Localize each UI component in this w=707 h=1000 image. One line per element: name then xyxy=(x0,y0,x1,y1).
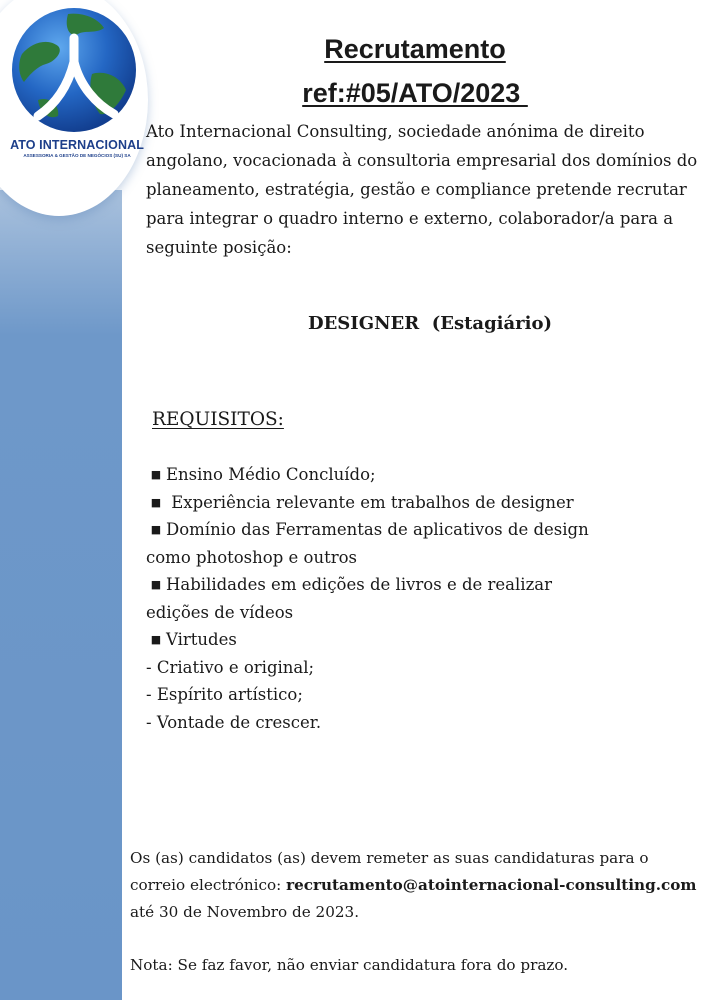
requirement-text: Virtudes xyxy=(166,630,237,649)
virtue-item: - Espírito artístico; xyxy=(146,685,303,704)
logo-wordmark xyxy=(8,138,146,158)
logo-company-name: ATO INTERNACIONAL xyxy=(10,138,144,152)
deadline-note: Nota: Se faz favor, não enviar candidatura fora do prazo. xyxy=(130,956,569,974)
logo-tagline: ASSESSORIA & GESTÃO DE NEGÓCIOS (SU) SA xyxy=(23,153,131,158)
contact-email: recrutamento@atointernacional-consulting.com xyxy=(286,876,697,894)
list-item xyxy=(146,489,616,517)
list-item xyxy=(146,461,616,489)
list-item xyxy=(146,516,616,571)
list-item xyxy=(146,626,616,654)
bullet-square-icon: ■ xyxy=(150,523,162,536)
requirement-text: Experiência relevante em trabalhos de designer xyxy=(166,492,574,512)
position-title: DESIGNER (Estagiário) xyxy=(307,313,553,334)
requirement-text: Domínio das Ferramentas de aplicativos de design como photoshop e outros xyxy=(146,520,589,567)
virtue-item: - Criativo e original; xyxy=(146,657,315,677)
requirement-text: Ensino Médio Concluído; xyxy=(166,465,376,484)
side-color-band xyxy=(0,190,122,1000)
list-item xyxy=(146,571,616,626)
deadline-text: até 30 de Novembro de 2023. xyxy=(130,903,360,921)
bullet-square-icon: ■ xyxy=(150,633,162,646)
bullet-square-icon: ■ xyxy=(150,495,162,509)
instructions-text: Os (as) candidatos (as) devem remeter as suas candidaturas para o correio electrónico: xyxy=(130,849,649,894)
requirements-heading: REQUISITOS: xyxy=(152,409,284,430)
requirements-list xyxy=(146,461,616,736)
page-title: Recrutamento xyxy=(324,34,506,64)
bullet-square-icon: ■ xyxy=(150,578,162,591)
requirement-text: Habilidades em edições de livros e de realizar edições de vídeos xyxy=(146,575,552,622)
intro-paragraph: Ato Internacional Consulting, sociedade anónima de direito angolano, vocacionada à consultoria empresarial dos domínios do planeamento, estratégia, gestão e compliance pretende recrutar para integrar o quadro interno e externo, colaborador/a para a seguinte posição: xyxy=(146,122,698,257)
application-instructions xyxy=(130,845,702,926)
globe-logo-icon xyxy=(8,4,140,136)
bullet-square-icon: ■ xyxy=(150,468,162,481)
reference-code: ref:#05/ATO/2023 xyxy=(302,78,528,108)
virtue-item: - Vontade de crescer. xyxy=(146,712,322,732)
